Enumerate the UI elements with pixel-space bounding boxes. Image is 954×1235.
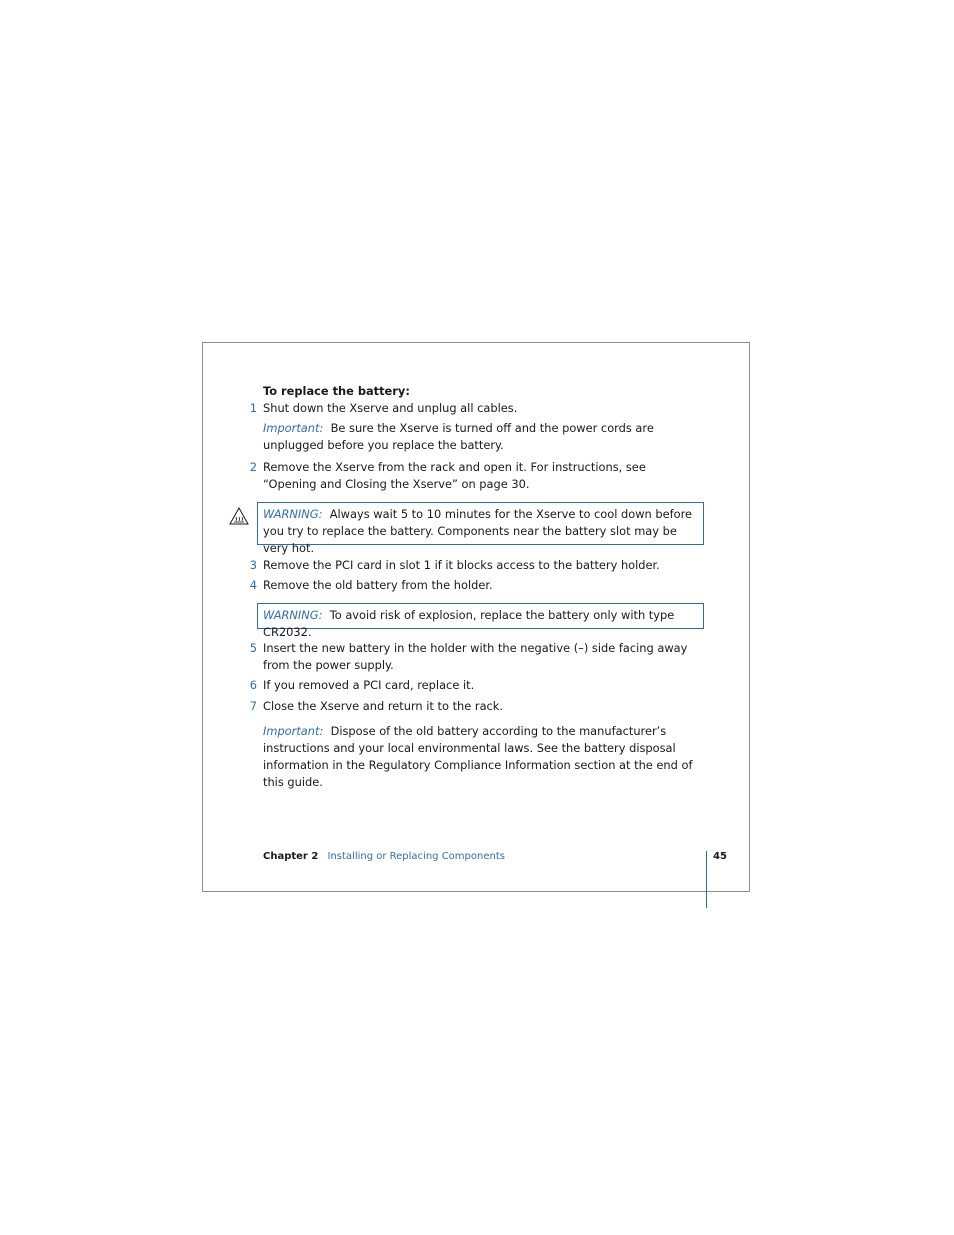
warning-box <box>257 502 704 555</box>
hot-surface-warning-icon <box>229 507 249 525</box>
chapter-title-link[interactable]: Installing or Replacing Components <box>327 851 505 862</box>
warning-text: To avoid risk of explosion, replace the battery only with type CR2032. <box>263 608 675 639</box>
step-text: Remove the old battery from the holder. <box>263 578 493 592</box>
warning-box <box>257 603 704 639</box>
important-label: Important: <box>263 421 324 435</box>
step-text: If you removed a PCI card, replace it. <box>263 678 475 692</box>
step-number: 5 <box>249 641 257 655</box>
page-number: 45 <box>713 851 727 862</box>
step-text: Shut down the Xserve and unplug all cables. <box>263 401 518 415</box>
procedure-heading: To replace the battery: <box>263 384 410 398</box>
warning-text: Always wait 5 to 10 minutes for the Xserve to cool down before you try to replace the battery. Components near the battery slot may be very hot. <box>263 507 693 555</box>
important-note <box>263 723 708 791</box>
footer-chapter <box>263 850 505 864</box>
step-number: 6 <box>249 678 257 692</box>
step-number: 1 <box>249 401 257 415</box>
step-text: Remove the Xserve from the rack and open it. For instructions, see “Opening and Closing the Xserve” on page 30. <box>263 460 646 491</box>
warning-label: WARNING: <box>263 507 323 521</box>
step-number: 7 <box>249 699 257 713</box>
important-text: Dispose of the old battery according to the manufacturer’s instructions and your local environmental laws. See the battery disposal information in the Regulatory Compliance Information section at the end of this guide. <box>263 724 693 789</box>
step-text: Insert the new battery in the holder with the negative (–) side facing away from the power supply. <box>263 641 688 672</box>
important-label: Important: <box>263 724 324 738</box>
step-number: 4 <box>249 578 257 592</box>
chapter-label: Chapter 2 <box>263 851 319 862</box>
step-text: Close the Xserve and return it to the rack. <box>263 699 504 713</box>
important-text: Be sure the Xserve is turned off and the power cords are unplugged before you replace the battery. <box>263 421 654 452</box>
page-number-rule <box>706 851 707 908</box>
warning-label: WARNING: <box>263 608 323 622</box>
step-text: Remove the PCI card in slot 1 if it blocks access to the battery holder. <box>263 558 660 572</box>
step-number: 2 <box>249 460 257 474</box>
important-note <box>263 420 708 454</box>
step-number: 3 <box>249 558 257 572</box>
